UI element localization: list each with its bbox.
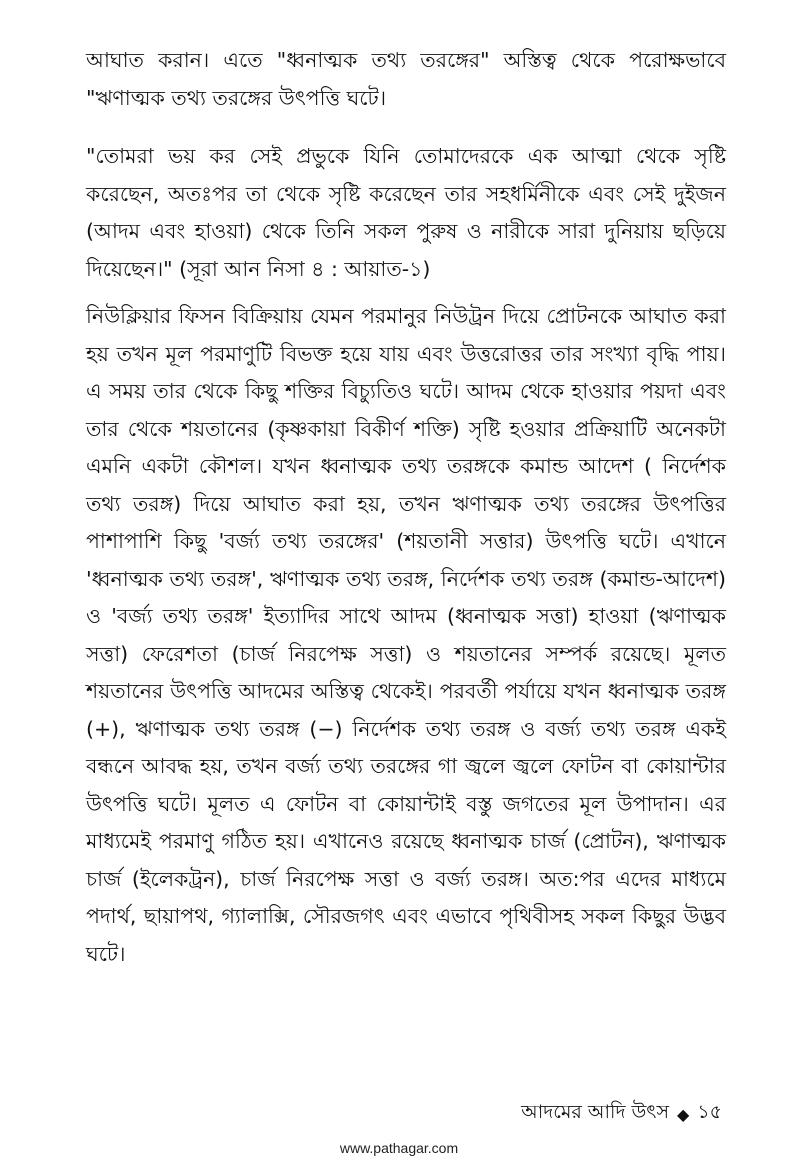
paragraph-text: আঘাত করান। এতে "ধ্বনাত্মক তথ্য তরঙ্গের" অস্তিত্ব থেকে পরোক্ষভাবে "ঋণাত্মক তথ্য তরঙ্গের উৎপত্তি ঘটে। (86, 48, 726, 110)
paragraph-text: নিউক্লিয়ার ফিসন বিক্রিয়ায় যেমন পরমানুর নিউট্রন দিয়ে প্রোটনকে আঘাত করা হয় তখন মূল পরমাণুটি বিভক্ত হয়ে যায় এবং উত্তরোত্তর তার সংখ্যা বৃদ্ধি পায়। এ সময় তার থেকে কিছু শক্তির বিচ্যুতিও ঘটে। আদম থেকে হাওয়ার পয়দা এবং তার থেকে শয়তানের (কৃষ্ণকায়া বিকীর্ণ শক্তি) সৃষ্টি হওয়ার প্রক্রিয়াটি অনেকটা এমনি একটা কৌশল। যখন ধ্বনাত্মক তথ্য তরঙ্গকে কমান্ড আদেশ ( নির্দেশক তথ্য তরঙ্গ) দিয়ে আঘাত করা হয়, তখন ঋণাত্মক তথ্য তরঙ্গের উৎপত্তির পাশাপাশি কিছু 'বর্জ্য তথ্য তরঙ্গের' (শয়তানী সত্তার) উৎপত্তি ঘটে। এখানে 'ধ্বনাত্মক তথ্য তরঙ্গ', ঋণাত্মক তথ্য তরঙ্গ, নির্দেশক তথ্য তরঙ্গ (কমান্ড-আদেশ) ও 'বর্জ্য তথ্য তরঙ্গ' ইত্যাদির সাথে আদম (ধ্বনাত্মক সত্তা) হাওয়া (ঋণাত্মক সত্তা) ফেরেশতা (চার্জ নিরপেক্ষ সত্তা) ও শয়তানের সম্পর্ক রয়েছে। মূলত শয়তানের উৎপত্তি আদমের অস্তিত্ব থেকেই। পরবর্তী পর্যায়ে যখন ধ্বনাত্মক তরঙ্গ (+), ঋণাত্মক তথ্য তরঙ্গ (−) নির্দেশক তথ্য তরঙ্গ ও বর্জ্য তথ্য তরঙ্গ একই বন্ধনে আবদ্ধ হয়, তখন বর্জ্য তথ্য তরঙ্গের গা জ্বলে জ্বলে ফোটন বা কোয়ান্টার উৎপত্তি ঘটে। মূলত এ ফোটন বা কোয়ান্টাই বস্তু জগতের মূল উপাদান। এর মাধ্যমেই পরমাণু গঠিত হয়। এখানেও রয়েছে ধ্বনাত্মক চার্জ (প্রোটন), ঋণাত্মক চার্জ (ইলেকট্রন), চার্জ নিরপেক্ষ সত্তা ও বর্জ্য তরঙ্গ। অত:পর এদের মাধ্যমে পদার্থ, ছায়াপথ, গ্যালাক্সি, সৌরজগৎ এবং এভাবে পৃথিবীসহ সকল কিছুর উদ্ভব ঘটে। (86, 304, 726, 966)
paragraph-continuation (86, 42, 726, 117)
paragraph-nuclear-fission (86, 298, 726, 973)
page-number: ১৫ (697, 1101, 722, 1123)
paragraph-quran-quote (86, 138, 726, 288)
book-title: আদমের আদি উৎস (521, 1101, 670, 1123)
diamond-icon: ◆ (677, 1104, 690, 1124)
website-watermark: www.pathagar.com (339, 1140, 459, 1156)
paragraph-text: "তোমরা ভয় কর সেই প্রভুকে যিনি তোমাদেরকে এক আত্মা থেকে সৃষ্টি করেছেন, অতঃপর তা থেকে সৃষ্টি করেছেন তার সহধর্মিনীকে এবং সেই দুইজন (আদম এবং হাওয়া) থেকে তিনি সকল পুরুষ ও নারীকে সারা দুনিয়ায় ছড়িয়ে দিয়েছেন।" (সূরা আন নিসা ৪ : আয়াত-১) (86, 144, 726, 281)
running-footer (521, 1098, 722, 1130)
